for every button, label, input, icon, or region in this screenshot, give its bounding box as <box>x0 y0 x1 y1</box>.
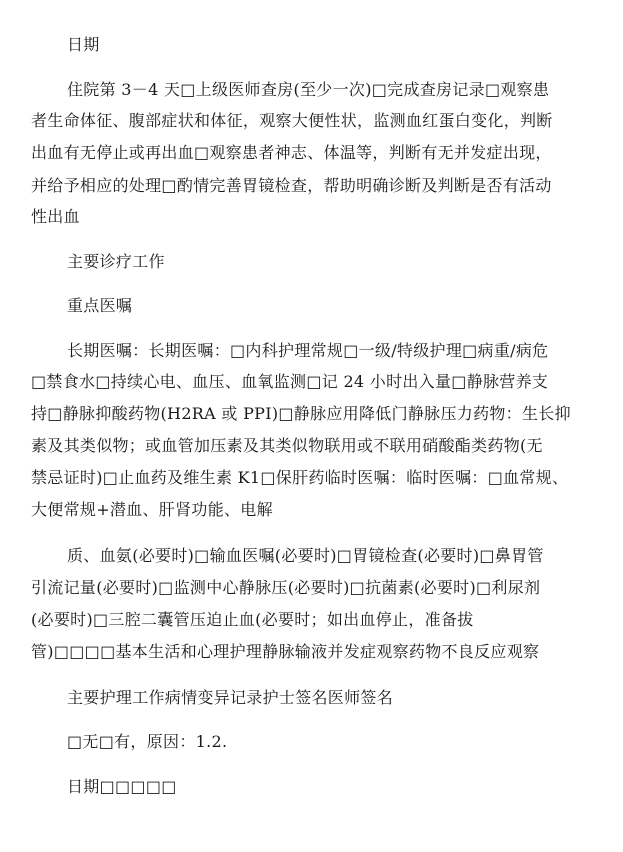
date-heading: 日期 <box>67 35 100 54</box>
orders-cont-line-4: 管)□□□□基本生活和心理护理静脉输液并发症观察药物不良反应观察 <box>31 642 540 661</box>
orders-cont-line-1: 质、血氨(必要时)□输血医嘱(必要时)□胃镜检查(必要时)□鼻胃管 <box>67 546 544 565</box>
date-footer-line: 日期□□□□□ <box>67 777 177 796</box>
day3-4-line-1: 住院第 3－4 天□上级医师查房(至少一次)□完成查房记录□观察患 <box>67 80 550 99</box>
orders-line-3: 持□静脉抑酸药物(H2RA 或 PPI)□静脉应用降低门静脉压力药物：生长抑 <box>31 404 571 423</box>
orders-line-6: 大便常规+潜血、肝肾功能、电解 <box>31 500 273 519</box>
day3-4-line-5: 性出血 <box>31 207 80 226</box>
orders-line-2: □禁食水□持续心电、血压、血氧监测□记 24 小时出入量□静脉营养支 <box>31 372 549 391</box>
orders-line-4: 素及其类似物；或血管加压素及其类似物联用或不联用硝酸酯类药物(无 <box>31 436 543 455</box>
day3-4-line-4: 并给予相应的处理□酌情完善胃镜检查，帮助明确诊断及判断是否有活动 <box>31 176 552 195</box>
day3-4-line-3: 出血有无停止或再出血□观察患者神志、体温等，判断有无并发症出现， <box>31 143 552 162</box>
orders-cont-line-2: 引流记量(必要时)□监测中心静脉压(必要时)□抗菌素(必要时)□利尿剂 <box>31 578 541 597</box>
day3-4-line-2: 者生命体征、腹部症状和体征，观察大便性状，监测血红蛋白变化，判断 <box>31 111 553 130</box>
orders-cont-line-3: (必要时)□三腔二囊管压迫止血(必要时；如出血停止，准备拔 <box>31 610 474 629</box>
orders-line-1: 长期医嘱：长期医嘱：□内科护理常规□一级/特级护理□病重/病危 <box>67 341 549 360</box>
variation-record-line: □无□有，原因：1.2. <box>67 732 228 751</box>
orders-line-5: 禁忌证时)□止血药及维生素 K1□保肝药临时医嘱：临时医嘱：□血常规、 <box>31 468 569 487</box>
nursing-work-heading: 主要护理工作病情变异记录护士签名医师签名 <box>67 688 394 707</box>
main-diagnosis-work-heading: 主要诊疗工作 <box>67 252 165 271</box>
key-orders-heading: 重点医嘱 <box>67 296 133 315</box>
